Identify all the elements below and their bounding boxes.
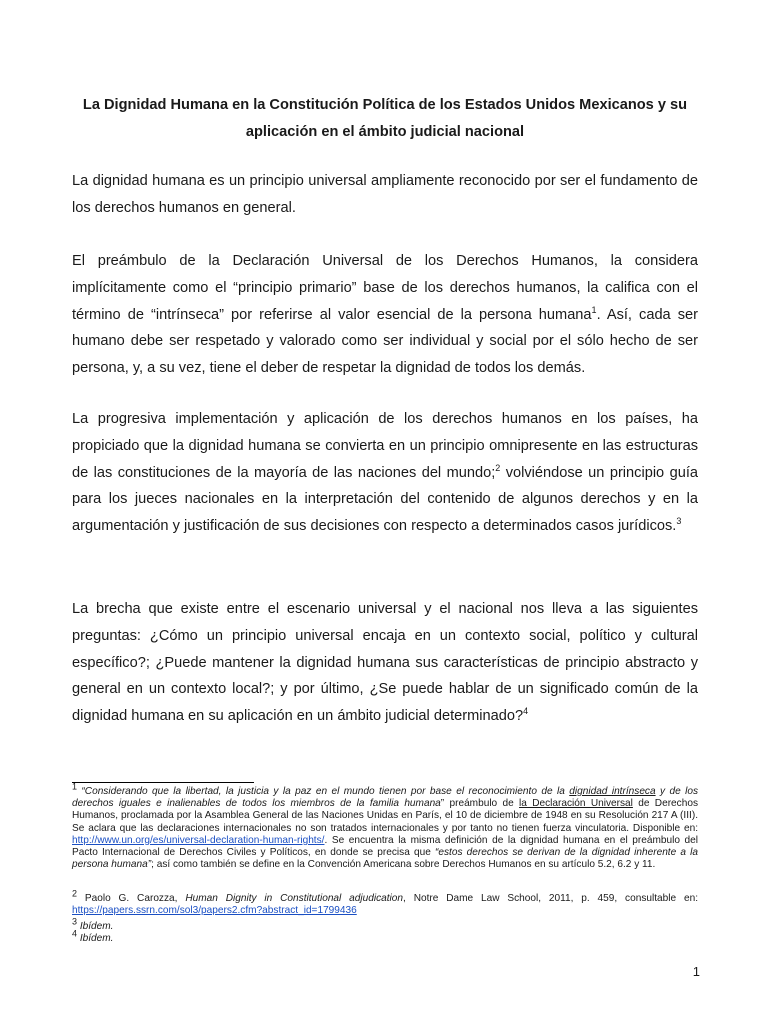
footnote-ref-3[interactable]: 3: [676, 516, 682, 527]
paragraph-4: [72, 596, 698, 730]
footnote-1-text-d: ; así como también se define en la Convención Americana sobre Derechos Humanos en su artículo 5.2, 6.2 y 11.: [151, 859, 656, 871]
footnote-ref-1[interactable]: 1: [591, 304, 597, 315]
footnote-1-text-underlined: la Declaración Universal: [519, 798, 633, 810]
paragraph-2-text-b: . Así, cada ser humano debe ser respetado y valorado como ser individual y social por el sólo hecho de ser persona, y, a su vez, tiene el deber de respetar la dignidad de todos los demás.: [72, 306, 698, 377]
footnote-1-quote-b: y de los derechos iguales e inalienables de todos los miembros de la familia humana: [72, 786, 699, 810]
footnote-1-text-b: de Derechos Humanos, proclamada por la Asamblea General de las Naciones Unidas en París, el 10 de diciembre de 1948 en su Resolución 217 A (III). Se aclara que las declaraciones internacionales no son tratados internacionales y por tanto no tienen fuerza vinculatoria. Disponible en:: [72, 798, 698, 834]
footnote-ref-4[interactable]: 4: [523, 706, 529, 717]
footnote-3-text: Ibídem.: [77, 921, 114, 932]
footnote-2-number: 2: [72, 888, 78, 899]
paragraph-1-text: La dignidad humana es un principio universal ampliamente reconocido por ser el fundamento de los derechos humanos en general.: [72, 173, 698, 216]
paragraph-4-text: La brecha que existe entre el escenario universal y el nacional nos lleva a las siguientes preguntas: ¿Cómo un principio universal encaja en un contexto social, político y cultural específico?; ¿Puede mantener la dignidad humana sus características de principio abstracto y general en un contexto local?; y por último, ¿Se puede hablar de un significado común de la dignidad humana en su aplicación en un ámbito judicial determinado?: [72, 601, 698, 725]
footnote-1-quote-a: “Considerando que la libertad, la justicia y la paz en el mundo tienen por base el reconocimiento de la: [77, 786, 570, 797]
paragraph-1: [72, 168, 698, 222]
footnote-2: [72, 888, 698, 917]
footnote-4-text: Ibídem.: [77, 933, 114, 944]
footnote-1-text-a: ” preámbulo de: [440, 798, 520, 810]
footnote-1-number: 1: [72, 781, 78, 792]
footnote-3: [72, 916, 698, 933]
page-number: 1: [692, 964, 700, 979]
paragraph-3: [72, 406, 698, 540]
paragraph-2-text-a: El preámbulo de la Declaración Universal de los Derechos Humanos, la considera implícitamente como el “principio primario” base de los derechos humanos, la califica con el término de “intrínseca” por referirse al valor esencial de la persona humana: [72, 253, 698, 323]
footnote-4-number: 4: [72, 928, 78, 939]
footnote-2-author: Paolo G. Carozza,: [77, 893, 186, 904]
footnote-1-quote-c: “estos derechos se derivan de la dignidad inherente a la persona humana”: [72, 847, 699, 871]
footnote-4: [72, 928, 698, 945]
paragraph-3-text-b: volviéndose un principio guía para los jueces nacionales en la interpretación del contenido de algunos derechos y en la argumentación y justificación de sus decisiones con respecto a determinados casos jurídicos.: [72, 464, 698, 535]
footnote-2-rest: , Notre Dame Law School, 2011, p. 459, consultable en:: [403, 893, 698, 904]
document-title: La Dignidad Humana en la Constitución Política de los Estados Unidos Mexicanos y su aplicación en el ámbito judicial nacional: [82, 97, 688, 140]
footnote-1: [72, 781, 699, 871]
footnote-separator: [72, 782, 254, 783]
footnote-ref-2[interactable]: 2: [495, 462, 501, 473]
footnote-2-link[interactable]: https://papers.ssrn.com/sol3/papers2.cfm?abstract_id=1799436: [72, 905, 357, 917]
paragraph-3-text-a: La progresiva implementación y aplicación de los derechos humanos en los países, ha propiciado que la dignidad humana se convierta en un principio omnipresente en las estructuras de las constituciones de la mayoría de las naciones del mundo;: [72, 411, 698, 481]
footnote-3-number: 3: [72, 916, 78, 927]
footnote-1-quote-underlined: dignidad intrínseca: [569, 786, 656, 797]
footnote-2-work: Human Dignity in Constitutional adjudication: [185, 893, 404, 904]
footnote-1-link[interactable]: http://www.un.org/es/universal-declaration-human-rights/: [72, 834, 325, 846]
footnote-1-text-c: . Se encuentra la misma definición de la dignidad humana en el preámbulo del Pacto Internacional de Derechos Civiles y Políticos, en donde se precisa que: [72, 834, 698, 859]
paragraph-2: [72, 248, 698, 382]
